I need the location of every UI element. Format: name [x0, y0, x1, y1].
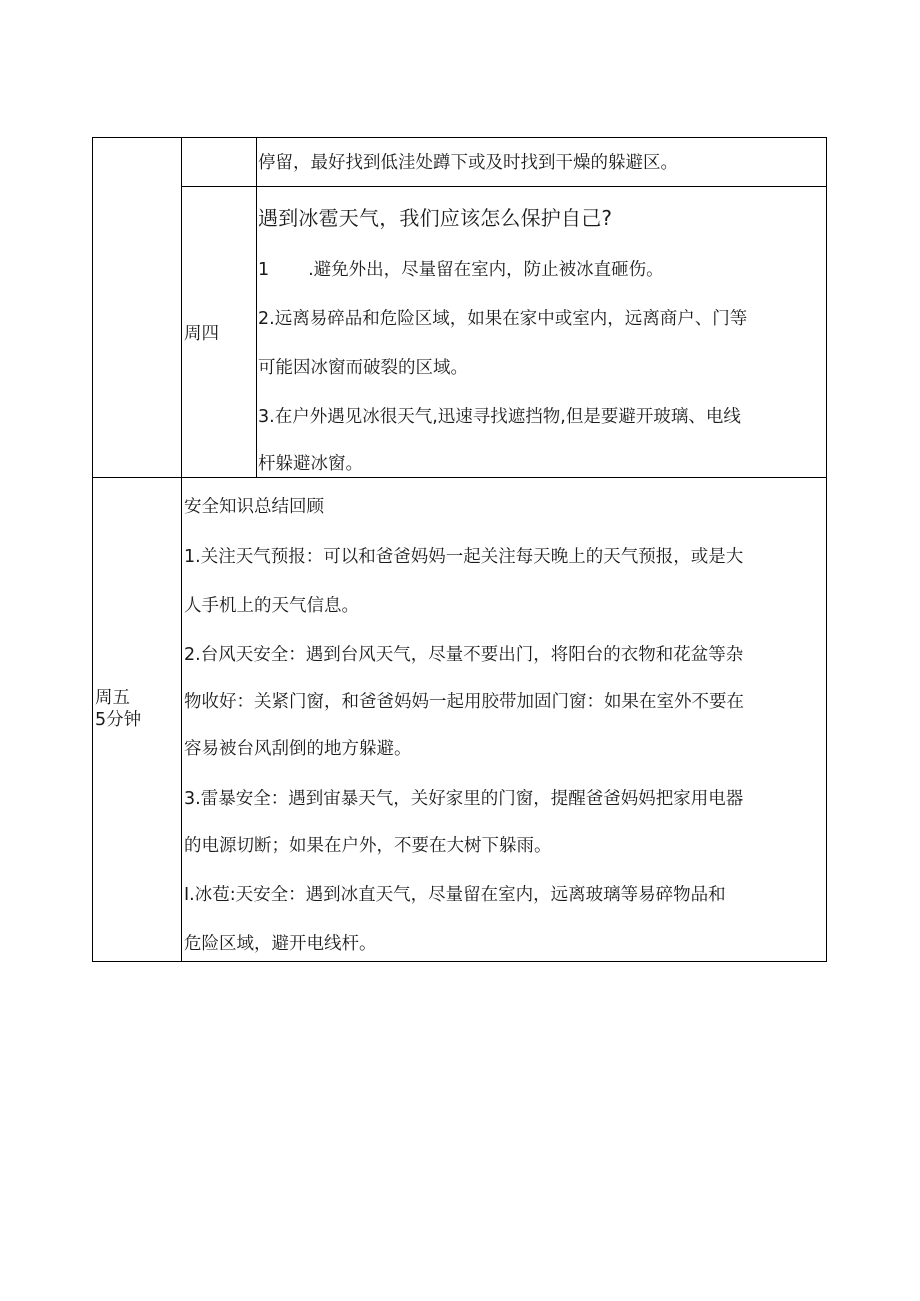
- summary-line: 物收好：关紧门窗，和爸爸妈妈一起用胶带加固门窗：如果在室外不要在: [184, 692, 744, 712]
- hail-item-line: 3.在户外遇见冰很天气,迅速寻找遮挡物,但是要避开玻璃、电线: [258, 407, 741, 427]
- day-label-friday: 周五: [95, 688, 130, 708]
- row-a-text: 停留，最好找到低洼处蹲下或及时找到干燥的躲避区。: [258, 153, 678, 173]
- hail-item-line: 杆躲避冰窗。: [258, 454, 363, 474]
- table-border-right: [826, 137, 827, 962]
- summary-line: 2.台风天安全：遇到台风天气，尽量不要出门，将阳台的衣物和花盆等杂: [184, 645, 744, 665]
- table-column-divider: [256, 137, 257, 478]
- summary-heading: 安全知识总结回顾: [184, 497, 324, 517]
- summary-line: 危险区域，避开电线杆。: [184, 934, 377, 954]
- table-border-left: [92, 137, 93, 962]
- table-column-divider: [181, 137, 182, 962]
- table-row-divider: [92, 477, 827, 478]
- hail-section-title: 遇到冰雹天气，我们应该怎么保护自己?: [258, 206, 613, 230]
- table-border-bottom: [92, 961, 827, 962]
- summary-line: 3.雷暴安全：遇到宙暴天气，关好家里的门窗，提醒爸爸妈妈把家用电器: [184, 789, 744, 809]
- summary-line: 容易被台风刮倒的地方躲避。: [184, 739, 412, 759]
- table-border-top: [92, 137, 827, 138]
- table-row-divider: [181, 186, 827, 187]
- hail-item-line: 1 .避免外出，尽量留在室内，防止被冰直砸伤。: [258, 260, 664, 280]
- summary-line: 1.关注天气预报：可以和爸爸妈妈一起关注每天晚上的天气预报，或是大: [184, 547, 744, 567]
- summary-line: I.冰苞:天安全：遇到冰直天气，尽量留在室内，远离玻璃等易碎物品和: [184, 885, 726, 905]
- duration-label: 5分钟: [95, 710, 142, 730]
- day-label-thursday: 周四: [184, 324, 219, 344]
- hail-item-line: 2.远离易碎品和危险区域，如果在家中或室内，远离商户、门等: [258, 309, 748, 329]
- hail-item-line: 可能因冰窗而破裂的区域。: [258, 358, 468, 378]
- summary-line: 人手机上的天气信息。: [184, 596, 359, 616]
- summary-line: 的电源切断；如果在户外，不要在大树下躲雨。: [184, 836, 552, 856]
